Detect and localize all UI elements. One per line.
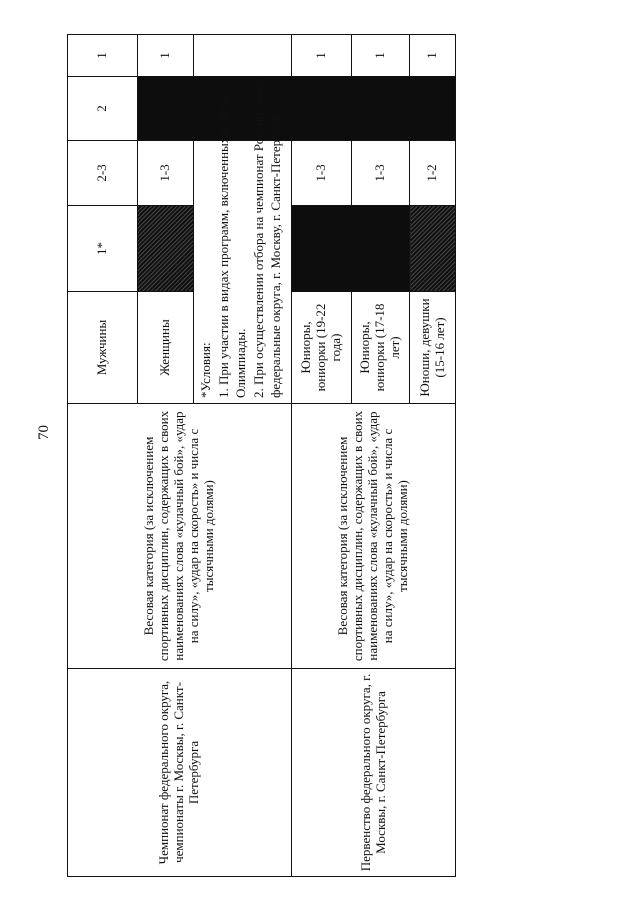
value-cell: 2 (68, 77, 138, 141)
event-name-cell: Первенство федерального округа, г. Москвы, г. Санкт-Петербурга (292, 669, 456, 877)
conditions-note (194, 35, 292, 404)
competition-table (67, 34, 456, 877)
table-row (292, 35, 352, 877)
group-label-cell: Юниоры, юниорки (19-22 года) (292, 292, 352, 404)
group-label-cell: Юноши, девушки (15-16 лет) (410, 292, 456, 404)
value-cell: 1 (410, 35, 456, 77)
page-number: 70 (36, 425, 52, 440)
table-row (68, 35, 138, 877)
event-name-cell: Чемпионат федерального округа, чемпионаты г. Москвы, г. Санкт-Петербурга (68, 669, 292, 877)
value-cell: 1* (68, 206, 138, 292)
value-cell: 1 (292, 35, 352, 77)
value-cell: 1-2 (410, 141, 456, 206)
value-cell: 1-3 (292, 141, 352, 206)
value-cell: 1-3 (352, 141, 410, 206)
group-label-cell: Юниоры, юниорки (17-18 лет) (352, 292, 410, 404)
group-label-cell: Женщины (138, 292, 194, 404)
condition-item: 1. При участии в видах программ, включенных в Игры Олимпиады. (215, 94, 249, 398)
rotated-table-container (67, 35, 447, 877)
value-cell: 1 (68, 35, 138, 77)
shaded-cell (410, 206, 456, 292)
shaded-cell (138, 206, 194, 292)
group-label-cell: Мужчины (68, 292, 138, 404)
shaded-cell (292, 206, 410, 292)
value-cell: 1-3 (138, 141, 194, 206)
value-cell: 2-3 (68, 141, 138, 206)
weight-category-cell: Весовая категория (за исключением спортивных дисциплин, содержащих в своих наименованиях слова «кулачный бой», «удар на силу», «удар на скорость» и числа с тысячными долями) (68, 404, 292, 669)
shaded-cell (138, 77, 456, 141)
value-cell: 1 (352, 35, 410, 77)
condition-item: 2. При осуществлении отбора на чемпионат России через федеральные округа, г. Москву, г. Санкт-Петербург. (250, 78, 284, 398)
weight-category-cell: Весовая категория (за исключением спортивных дисциплин, содержащих в своих наименованиях слова «кулачный бой», «удар на силу», «удар на скорость» и числа с тысячными долями) (292, 404, 456, 669)
value-cell: 1 (138, 35, 194, 77)
conditions-heading: *Условия: (198, 342, 213, 398)
